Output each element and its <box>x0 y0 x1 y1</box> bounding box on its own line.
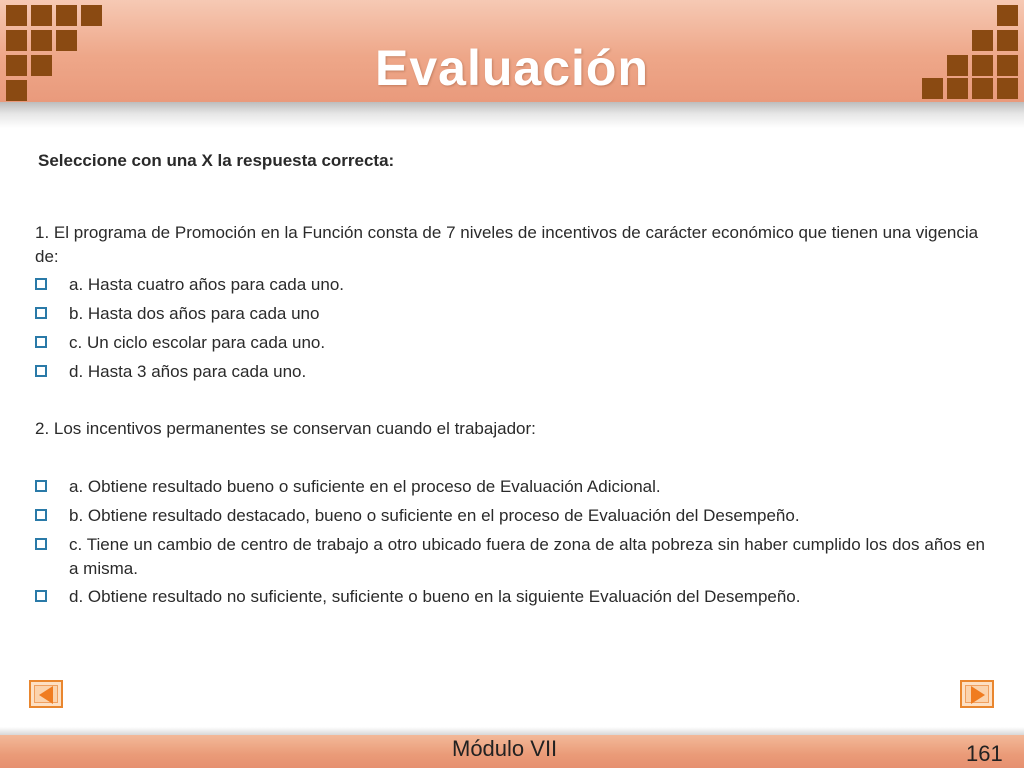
option-label: c. Tiene un cambio de centro de trabajo a otro ubicado fuera de zona de alta pobreza sin haber cumplido los dos años en a misma. <box>69 535 985 578</box>
question-1-option-a[interactable] <box>35 273 985 297</box>
checkbox-icon[interactable] <box>35 509 47 521</box>
next-button[interactable] <box>960 680 994 708</box>
arrow-left-icon <box>39 686 53 704</box>
question-1-option-b[interactable] <box>35 302 985 326</box>
option-label: d. Obtiene resultado no suficiente, suficiente o bueno en la siguiente Evaluación del Desempeño. <box>69 587 801 606</box>
question-2-option-c[interactable] <box>35 533 985 581</box>
option-label: a. Obtiene resultado bueno o suficiente en el proceso de Evaluación Adicional. <box>69 477 661 496</box>
question-2-option-a[interactable] <box>35 475 985 499</box>
question-2-option-b[interactable] <box>35 504 985 528</box>
option-label: c. Un ciclo escolar para cada uno. <box>69 333 326 352</box>
module-label: Módulo VII <box>452 736 558 761</box>
decor-square <box>56 5 77 26</box>
decor-square <box>81 5 102 26</box>
question-2-text: 2. Los incentivos permanentes se conservan cuando el trabajador: <box>35 419 536 438</box>
instruction-text: Seleccione con una X la respuesta correcta: <box>38 151 395 170</box>
option-label: b. Hasta dos años para cada uno <box>69 304 320 323</box>
checkbox-icon[interactable] <box>35 278 47 290</box>
checkbox-icon[interactable] <box>35 480 47 492</box>
checkbox-icon[interactable] <box>35 365 47 377</box>
page-number: 161 <box>966 741 1003 766</box>
option-label: d. Hasta 3 años para cada uno. <box>69 362 307 381</box>
footer-shadow <box>0 727 1024 735</box>
question-1-option-d[interactable] <box>35 360 985 384</box>
decor-square <box>6 5 27 26</box>
checkbox-icon[interactable] <box>35 590 47 602</box>
option-label: a. Hasta cuatro años para cada uno. <box>69 275 345 294</box>
checkbox-icon[interactable] <box>35 538 47 550</box>
option-label: b. Obtiene resultado destacado, bueno o suficiente en el proceso de Evaluación del Desempeño. <box>69 506 800 525</box>
arrow-right-icon <box>971 686 985 704</box>
previous-button[interactable] <box>29 680 63 708</box>
decor-square <box>997 5 1018 26</box>
decor-square <box>31 5 52 26</box>
question-1-text: 1. El programa de Promoción en la Función consta de 7 niveles de incentivos de carácter económico que tienen una vigencia de: <box>35 223 979 266</box>
checkbox-icon[interactable] <box>35 307 47 319</box>
question-1-option-c[interactable] <box>35 331 985 355</box>
question-2-option-d[interactable] <box>35 585 985 609</box>
header-shadow <box>0 102 1024 128</box>
page-title: Evaluación <box>375 40 649 96</box>
checkbox-icon[interactable] <box>35 336 47 348</box>
